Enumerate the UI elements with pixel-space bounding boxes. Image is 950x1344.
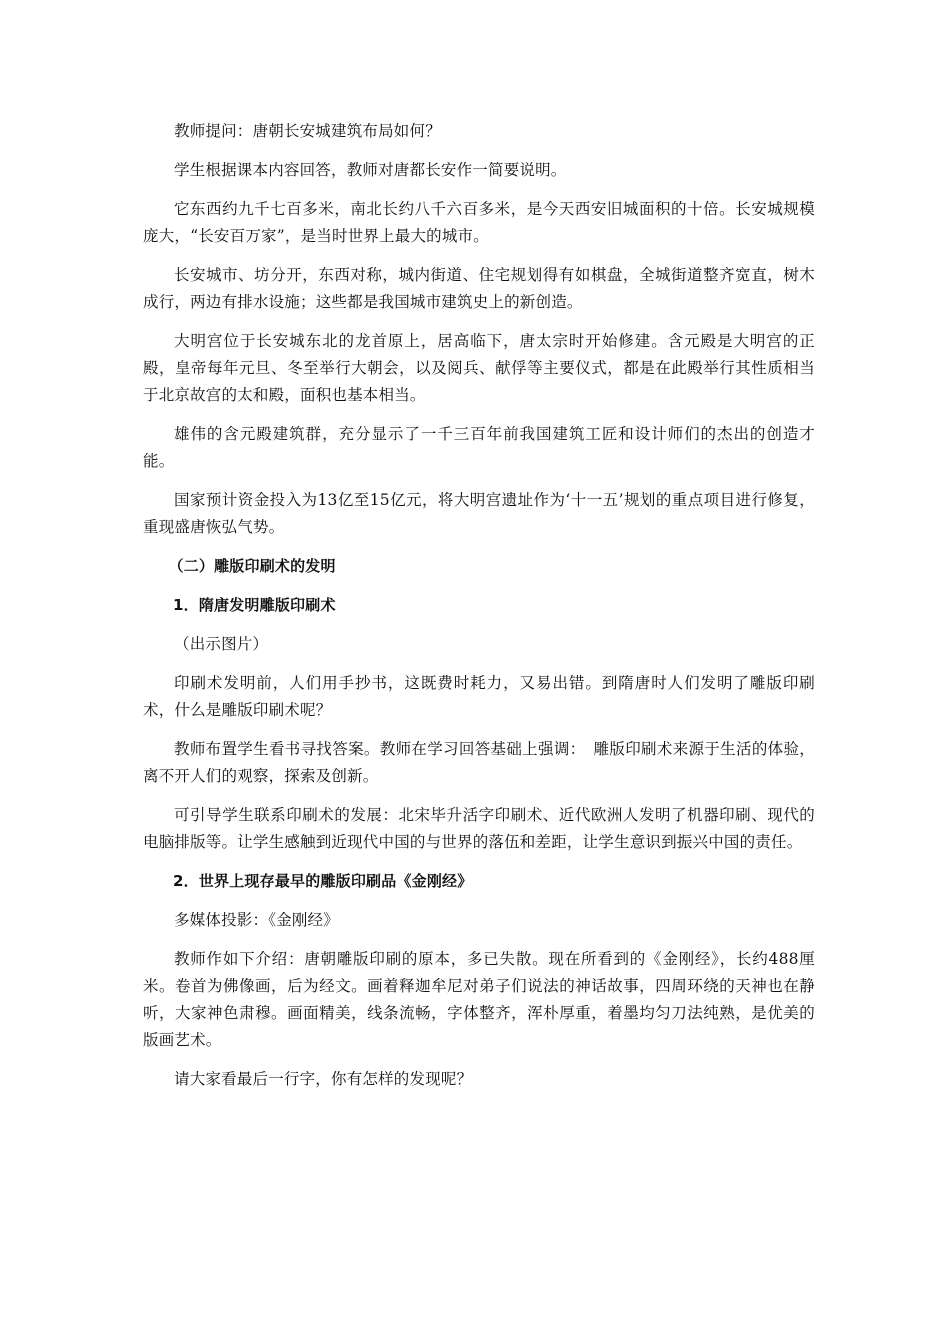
paragraph: 多媒体投影：《金刚经》	[174, 911, 339, 929]
paragraph: 学生根据课本内容回答，教师对唐都长安作一简要说明。	[174, 161, 567, 179]
section-heading: （二）雕版印刷术的发明	[168, 557, 336, 575]
paragraph: 它东西约九千七百多米，南北长约八千六百多米，是今天西安旧城面积的十倍。长安城规模庞大，“长安百万家”，是当时世界上最大的城市。	[143, 200, 815, 245]
paragraph: 教师布置学生看书寻找答案。教师在学习回答基础上强调： 雕版印刷术来源于生活的体验，离不开人们的观察，探索及创新。	[143, 740, 815, 785]
paragraph: 长安城市、坊分开，东西对称，城内街道、住宅规划得有如棋盘，全城街道整齐宽直，树木成行，两边有排水设施；这些都是我国城市建筑史上的新创造。	[143, 266, 815, 311]
paragraph: 教师作如下介绍：唐朝雕版印刷的原本，多已失散。现在所看到的《金刚经》，长约488厘米。卷首为佛像画，后为经文。画着释迦牟尼对弟子们说法的神话故事，四周环绕的天神也在静听，大家神色肃穆。画面精美，线条流畅，字体整齐，浑朴厚重，着墨均匀刀法纯熟，是优美的版画艺术。	[143, 950, 815, 1049]
paragraph: （出示图片）	[174, 635, 269, 653]
paragraph: 可引导学生联系印刷术的发展：北宋毕升活字印刷术、近代欧洲人发明了机器印刷、现代的电脑排版等。让学生感触到近现代中国的与世界的落伍和差距，让学生意识到振兴中国的责任。	[143, 806, 815, 851]
subsection-heading: 1．隋唐发明雕版印刷术	[173, 596, 336, 614]
paragraph: 国家预计资金投入为13亿至15亿元，将大明宫遗址作为‘十一五’规划的重点项目进行修复，重现盛唐恢弘气势。	[143, 491, 815, 536]
document-body	[143, 118, 815, 1105]
paragraph: 雄伟的含元殿建筑群，充分显示了一千三百年前我国建筑工匠和设计师们的杰出的创造才能。	[143, 425, 815, 470]
subsection-heading: 2．世界上现存最早的雕版印刷品《金刚经》	[173, 872, 473, 890]
paragraph: 印刷术发明前，人们用手抄书，这既费时耗力，又易出错。到隋唐时人们发明了雕版印刷术，什么是雕版印刷术呢？	[143, 674, 815, 719]
paragraph: 请大家看最后一行字，你有怎样的发现呢？	[174, 1070, 473, 1088]
paragraph: 教师提问：唐朝长安城建筑布局如何？	[174, 122, 441, 140]
paragraph: 大明宫位于长安城东北的龙首原上，居高临下，唐太宗时开始修建。含元殿是大明宫的正殿，皇帝每年元旦、冬至举行大朝会，以及阅兵、献俘等主要仪式，都是在此殿举行其性质相当于北京故宫的太和殿，面积也基本相当。	[143, 332, 815, 404]
